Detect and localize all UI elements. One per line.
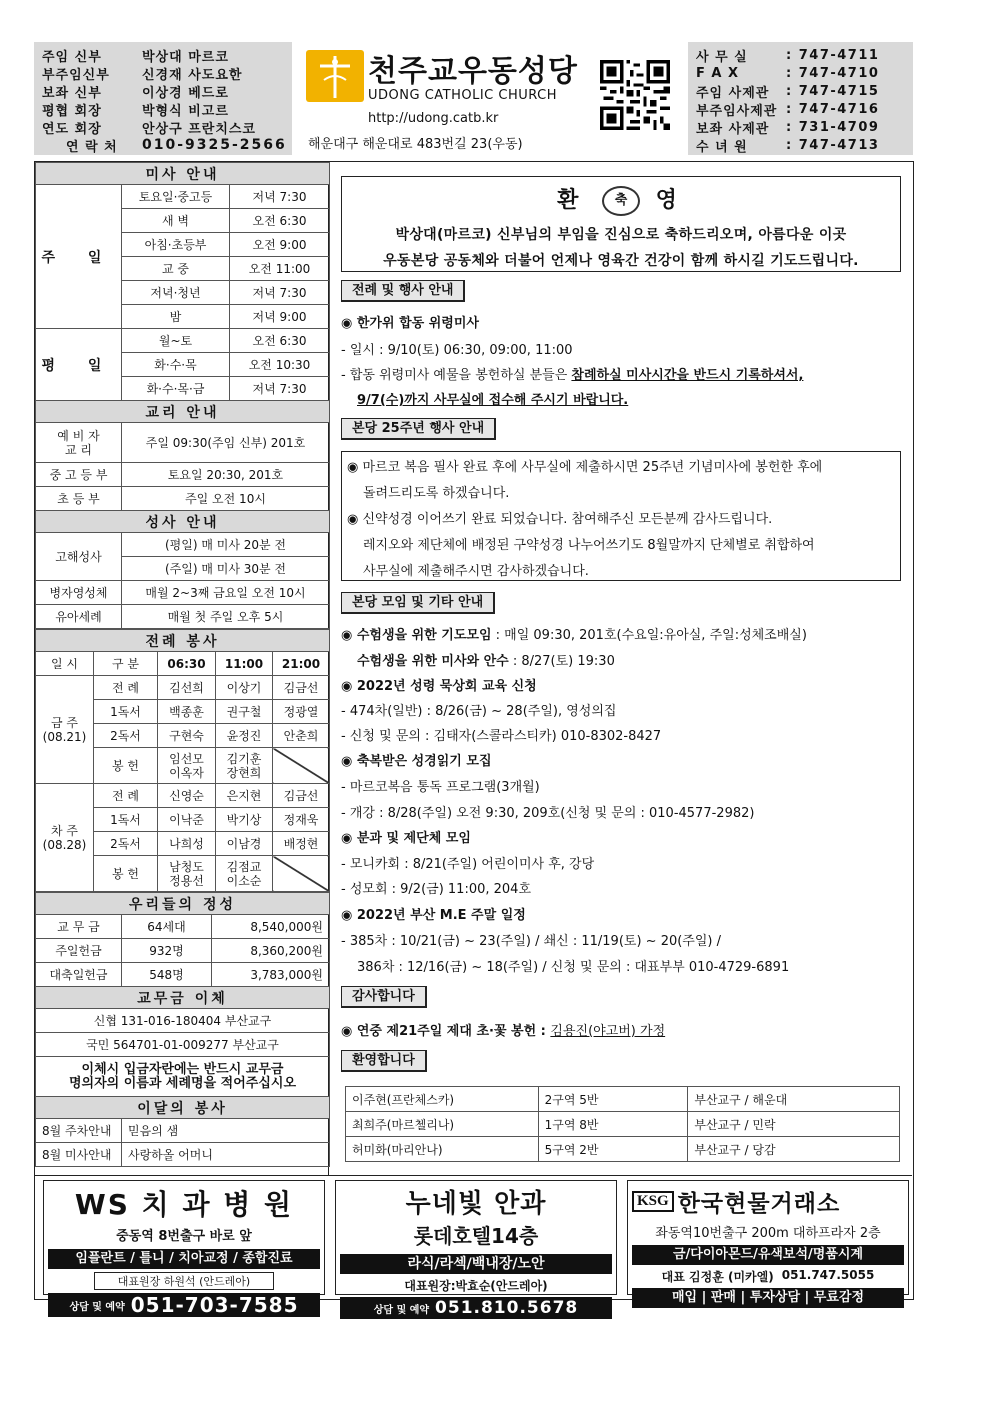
liturgy-role: 전 례: [94, 676, 158, 700]
ad-subtitle: 좌동역10번출구 200m 대하프라자 2층: [655, 1226, 881, 1241]
welcome-box: [341, 176, 901, 272]
celebration-emblem-icon: 축: [602, 186, 640, 216]
contact-row: 연 락 처 010-9325-2566: [66, 137, 287, 155]
liturgy-head: 구 분: [94, 652, 158, 676]
service-group: 사랑하올 어머니: [122, 1143, 330, 1167]
liturgy-head: 21:00: [273, 652, 330, 676]
catechumen-time: 주일 09:30(주임 신부) 201호: [122, 423, 330, 463]
doctrine-section-title: 교리 안내: [36, 401, 330, 423]
liturgy-name: 배정현: [273, 832, 330, 856]
ad-services: 임플란트 / 틀니 / 치아교정 / 종합진료: [48, 1249, 320, 1269]
month-service-title: 이달의 봉사: [36, 1097, 330, 1119]
notice-line: - 성모회 : 9/2(금) 11:00, 204호: [341, 882, 531, 897]
church-address: 해운대구 해운대로 483번길 23(우동): [308, 137, 523, 152]
notice-heading: ◉ 축복받은 성경읽기 모집: [341, 754, 492, 769]
service-label: 8월 주차안내: [36, 1119, 122, 1143]
welcome-title: 환 축 영: [342, 183, 900, 216]
liturgy-name: 안춘희: [273, 724, 330, 748]
phone-row: 주임 사제관 : 747-4715: [696, 83, 880, 101]
liturgy-role: 1독서: [94, 808, 158, 832]
mass-time: 오전 6:30: [230, 209, 330, 233]
ad-eye-clinic[interactable]: [335, 1180, 617, 1318]
notice-line: ◉ 연중 제21주일 제대 초·꽃 봉헌 : 김용진(야고버) 가정: [341, 1024, 666, 1039]
mass-time: 오전 6:30: [230, 329, 330, 353]
liturgy-role: 봉 헌: [94, 748, 158, 784]
ad-representative: 대표원장:박효순(안드레아): [404, 1279, 548, 1293]
left-column: [35, 162, 329, 1175]
staff-row: 연도 회장 안상구 프란치스코: [42, 121, 256, 137]
phone-row: F A X : 747-4710: [696, 65, 880, 81]
church-url[interactable]: http://udong.catb.kr: [368, 111, 499, 126]
table-row: 이주현(프란체스카) 2구역 5반 부산교구 / 해운대: [346, 1087, 900, 1112]
notice-line: - 신청 및 문의 : 김태자(스콜라스티카) 010-8302-8427: [341, 729, 662, 744]
ad-footer: 매입 | 판매 | 투자상담 | 무료감정: [632, 1288, 904, 1308]
liturgy-name: 박기상: [216, 808, 273, 832]
ad-subtitle: 중동역 8번출구 바로 앞: [116, 1229, 252, 1244]
catechumen-label: 예 비 자 교 리: [36, 423, 122, 463]
confession-time: (평일) 매 미사 20분 전: [122, 533, 330, 557]
liturgy-head: 06:30: [158, 652, 216, 676]
liturgy-name: 이남경: [216, 832, 273, 856]
sick-communion-time: 매월 2~3째 금요일 오전 10시: [122, 581, 330, 605]
service-label: 8월 미사안내: [36, 1143, 122, 1167]
notice-line: - 474차(일반) : 8/26(금) ~ 28(주일), 영성의집: [341, 704, 617, 719]
table-row: 최희주(마르첼리나) 1구역 8반 부산교구 / 민락: [346, 1112, 900, 1137]
header-phone-panel: [688, 42, 913, 155]
mass-who: 토요일·중고등: [122, 185, 230, 209]
mass-time: 저녁 9:00: [230, 305, 330, 329]
notice-line: - 마르코복음 통독 프로그램(3개월): [341, 780, 540, 795]
notice-line: 386차 : 12/16(금) ~ 18(주일) / 신청 및 문의 : 대표부부 010-4729-6891: [357, 960, 790, 975]
notice-line: ◉ 수험생을 위한 기도모임 : 매일 09:30, 201호(수요일:유아실, 주일:성체조배실): [341, 628, 807, 643]
week-label: 차 주 (08.28): [36, 784, 94, 892]
offering-count: 932명: [122, 939, 212, 963]
tab-liturgy-events: 전례 및 행사 안내: [341, 280, 465, 302]
doctrine-time: 주일 오전 10시: [122, 487, 330, 511]
liturgy-name: 백종훈: [158, 700, 216, 724]
ad-title: KSG 한국현물거래소: [632, 1185, 908, 1218]
phone-row: 보좌 사제관 : 731-4709: [696, 119, 880, 137]
offering-label: 주일헌금: [36, 939, 122, 963]
welcome-line: 박상대(마르코) 신부님의 부임을 진심으로 축하드리오며, 아름다운 이곳: [395, 227, 847, 243]
liturgy-name: 이낙준: [158, 808, 216, 832]
mass-who: 월~토: [122, 329, 230, 353]
week-label: 금 주 (08.21): [36, 676, 94, 784]
phone-row: 사 무 실 : 747-4711: [696, 47, 880, 65]
church-english-name: UDONG CATHOLIC CHURCH: [368, 88, 557, 103]
liturgy-name: 정광열: [273, 700, 330, 724]
tab-25th-anniversary: 본당 25주년 행사 안내: [341, 418, 496, 440]
staff-row: 주임 신부 박상대 마르코: [42, 49, 229, 65]
liturgy-name: 이상기: [216, 676, 273, 700]
liturgy-name: 김금선: [273, 676, 330, 700]
notice-line: - 합동 위령미사 예물을 봉헌하실 분들은 참례하실 미사시간을 반드시 기록하셔서,: [341, 368, 804, 383]
liturgy-role: 전 례: [94, 784, 158, 808]
offering-amount: 8,540,000원: [212, 915, 330, 939]
notice-line: 수험생을 위한 미사와 안수 : 8/27(토) 19:30: [357, 654, 615, 669]
liturgy-role: 2독서: [94, 832, 158, 856]
sacrament-section-title: 성사 안내: [36, 511, 330, 533]
mass-who: 저녁·청년: [122, 281, 230, 305]
mass-time: 오전 10:30: [230, 353, 330, 377]
infant-baptism-time: 매월 첫 주일 오후 5시: [122, 605, 330, 629]
liturgy-name: 은지현: [216, 784, 273, 808]
ad-title: WS 치 과 병 원: [74, 1188, 294, 1221]
offering-count: 548명: [122, 963, 212, 987]
notice-heading: ◉ 분과 및 제단체 모임: [341, 831, 471, 846]
church-name: 천주교우동성당: [368, 54, 578, 89]
mass-who: 밤: [122, 305, 230, 329]
mass-who: 교 중: [122, 257, 230, 281]
bank-account: 신협 131-016-180404 부산교구: [36, 1009, 330, 1033]
notice-line: - 일시 : 9/10(토) 06:30, 09:00, 11:00: [341, 343, 573, 358]
notice-line: 9/7(수)까지 사무실에 접수해 주시기 바랍니다.: [357, 393, 629, 408]
notice-line: - 385차 : 10/21(금) ~ 23(주일) / 쇄신 : 11/19(토) ~ 20(주일) /: [341, 934, 722, 949]
mass-who: 새 벽: [122, 209, 230, 233]
transfer-section-title: 교무금 이체: [36, 987, 330, 1009]
offering-label: 교 무 금: [36, 915, 122, 939]
phone-row: 부주임사제관 : 747-4716: [696, 101, 880, 119]
mass-who: 화·수·목·금: [122, 377, 230, 401]
transfer-note: 이체시 입금자란에는 반드시 교무금 명의자의 이름과 세례명을 적어주십시오: [36, 1057, 330, 1097]
ad-representative: 대표 김정훈 (미카엘) 051.747.5055: [661, 1268, 875, 1284]
ad-title: 누네빛 안과: [405, 1189, 547, 1219]
tab-parish-meetings: 본당 모임 및 기타 안내: [341, 592, 495, 614]
liturgy-role: 봉 헌: [94, 856, 158, 892]
doctrine-label: 초 등 부: [36, 487, 122, 511]
mass-time: 오전 11:00: [230, 257, 330, 281]
staff-row: 부주임신부 신경재 사도요한: [42, 67, 243, 83]
liturgy-role: 2독서: [94, 724, 158, 748]
ads-row: [35, 1175, 912, 1318]
offering-section-title: 우리들의 정성: [36, 893, 330, 915]
infant-baptism-label: 유아세례: [36, 605, 122, 629]
header-staff-panel: [34, 42, 292, 155]
ad-services: 라식/라섹/백내장/노안: [340, 1254, 612, 1274]
notice-line: ◉ 마르코 복음 필사 완료 후에 사무실에 제출하시면 25주년 기념미사에 봉헌한 후에: [347, 460, 823, 475]
mass-time: 오전 9:00: [230, 233, 330, 257]
notice-line: - 개강 : 8/28(주일) 오전 9:30, 209호(신청 및 문의 : 010-4577-2982): [341, 806, 755, 821]
liturgy-head: 일 시: [36, 652, 94, 676]
ad-dental-clinic[interactable]: [43, 1180, 325, 1317]
notice-line: 돌려드리도록 하겠습니다.: [363, 486, 510, 501]
liturgy-name: 남청도 정용선: [158, 856, 216, 892]
bulletin-frame: [34, 161, 914, 1318]
ad-gold-exchange[interactable]: [627, 1180, 909, 1305]
notice-heading: ◉ 2022년 부산 M.E 주말 일정: [341, 908, 526, 923]
notice-line: 레지오와 제단체에 배정된 구약성경 나누어쓰기도 8월말까지 단체별로 취합하여: [363, 538, 815, 553]
confession-time: (주일) 매 미사 30분 전: [122, 557, 330, 581]
notice-line: 사무실에 제출해주시면 감사하겠습니다.: [363, 564, 589, 579]
staff-row: 평협 회장 박형식 비고르: [42, 103, 229, 119]
service-group: 믿음의 샘: [122, 1119, 330, 1143]
ad-phone: 상담 및 예약 051.810.5678: [340, 1297, 612, 1319]
mass-time: 저녁 7:30: [230, 185, 330, 209]
doctrine-label: 중 고 등 부: [36, 463, 122, 487]
bank-account: 국민 564701-01-009277 부산교구: [36, 1033, 330, 1057]
left-info-table: [35, 162, 330, 629]
mass-section-title: 미사 안내: [36, 163, 330, 185]
offering-amount: 3,783,000원: [212, 963, 330, 987]
liturgy-name: 윤정진: [216, 724, 273, 748]
offering-label: 대축일헌금: [36, 963, 122, 987]
sick-communion-label: 병자영성체: [36, 581, 122, 605]
liturgy-table: [35, 629, 330, 892]
empty-slash-cell: [273, 748, 330, 784]
liturgy-name: 김기훈 장현희: [216, 748, 273, 784]
liturgy-name: 김점교 이소순: [216, 856, 273, 892]
ad-subtitle: 롯데호텔14층: [413, 1224, 539, 1248]
church-logo-icon: [306, 50, 364, 102]
right-column: [331, 162, 911, 1175]
qr-code-icon[interactable]: [600, 60, 670, 130]
liturgy-name: 신영순: [158, 784, 216, 808]
offering-count: 64세대: [122, 915, 212, 939]
newcomers-table: [345, 1086, 900, 1162]
mass-time: 저녁 7:30: [230, 281, 330, 305]
liturgy-name: 김금선: [273, 784, 330, 808]
liturgy-name: 권구철: [216, 700, 273, 724]
ad-representative: 대표원장 하원석 (안드레아): [94, 1272, 274, 1290]
confession-label: 고해성사: [36, 533, 122, 581]
notice-heading: ◉ 2022년 성령 묵상회 교육 신청: [341, 679, 537, 694]
offering-table: [35, 892, 330, 1167]
tab-welcome-new: 환영합니다: [341, 1050, 427, 1072]
empty-slash-cell: [273, 856, 330, 892]
sunday-label: 주 일: [36, 185, 122, 329]
table-row: 허미화(마리안나) 5구역 2반 부산교구 / 당감: [346, 1137, 900, 1162]
liturgy-role: 1독서: [94, 700, 158, 724]
ksg-logo: KSG: [632, 1191, 674, 1212]
ad-phone: 상담 및 예약 051-703-7585: [48, 1293, 320, 1317]
notice-line: ◉ 신약성경 이어쓰기 완료 되었습니다. 참여해주신 모든분께 감사드립니다.: [347, 512, 773, 527]
notice-heading: ◉ 한가위 합동 위령미사: [341, 316, 479, 331]
offering-amount: 8,360,200원: [212, 939, 330, 963]
liturgy-head: 11:00: [216, 652, 273, 676]
liturgy-name: 임선모 이옥자: [158, 748, 216, 784]
liturgy-name: 김선희: [158, 676, 216, 700]
notice-line: - 모니카회 : 8/21(주일) 어린이미사 후, 강당: [341, 857, 595, 872]
liturgy-name: 구현숙: [158, 724, 216, 748]
liturgy-name: 정재욱: [273, 808, 330, 832]
phone-row: 수 녀 원 : 747-4713: [696, 137, 880, 155]
welcome-line: 우동본당 공동체와 더불어 언제나 영육간 건강이 함께 하시길 기도드립니다.: [383, 253, 859, 269]
mass-time: 저녁 7:30: [230, 377, 330, 401]
doctrine-time: 토요일 20:30, 201호: [122, 463, 330, 487]
liturgy-section-title: 전례 봉사: [36, 630, 330, 652]
mass-who: 화·수·목: [122, 353, 230, 377]
weekday-label: 평 일: [36, 329, 122, 401]
ad-services: 금/다이아몬드/유색보석/명품시계: [632, 1245, 904, 1265]
mass-who: 아침·초등부: [122, 233, 230, 257]
liturgy-name: 나희성: [158, 832, 216, 856]
staff-row: 보좌 신부 이상경 베드로: [42, 85, 229, 101]
tab-thanks: 감사합니다: [341, 986, 427, 1008]
